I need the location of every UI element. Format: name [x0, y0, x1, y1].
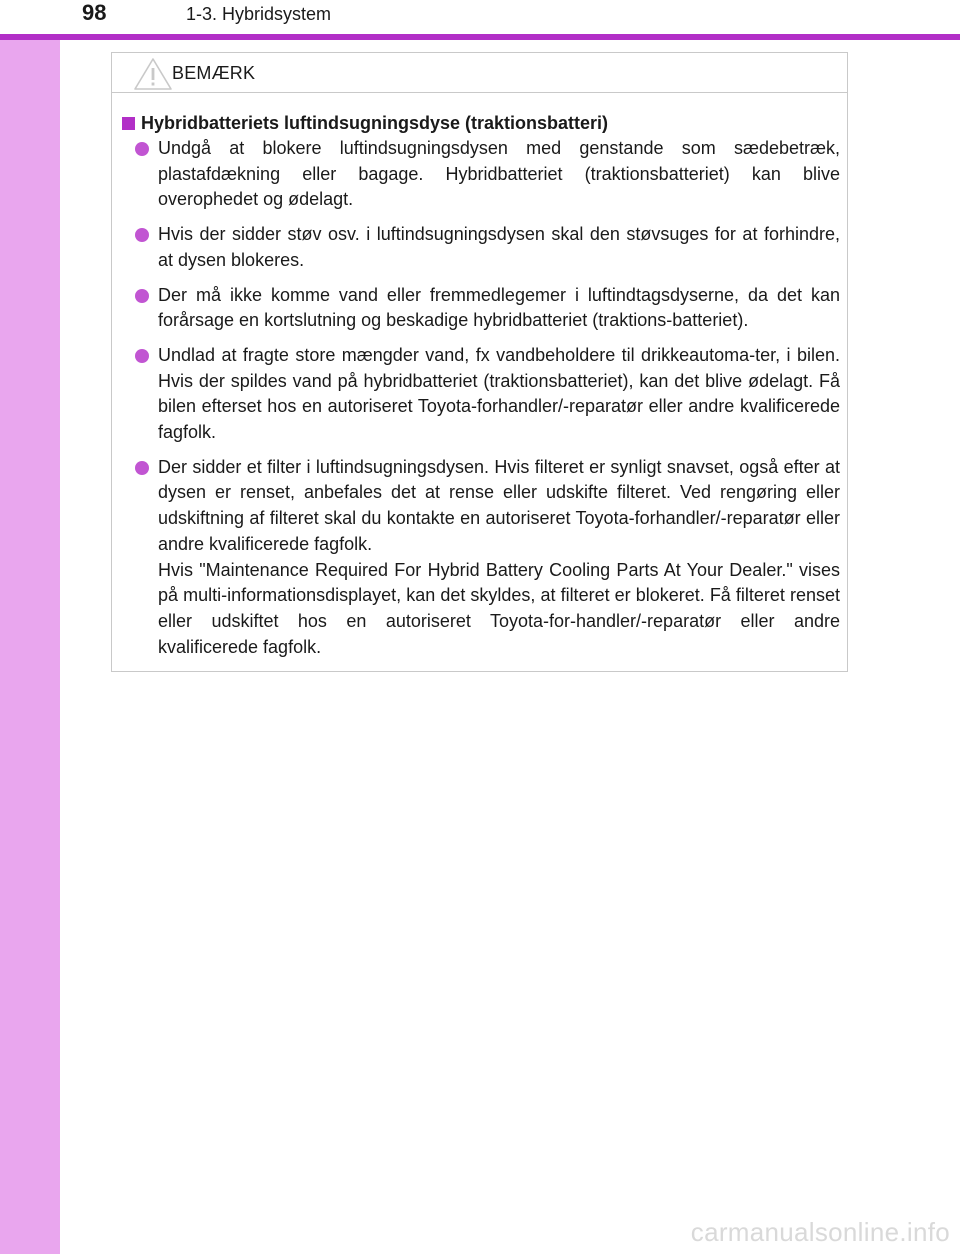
list-item	[134, 283, 840, 334]
warning-triangle-icon	[133, 57, 173, 91]
section-title: 1-3. Hybridsystem	[186, 4, 332, 24]
bullet-text: Hvis der sidder støv osv. i luftindsugningsdysen skal den støvsuges for at forhindre, at dysen blokeres.	[158, 224, 840, 270]
note-label: BEMÆRK	[172, 63, 256, 83]
side-margin-band	[0, 0, 60, 1254]
page-number: 98	[60, 0, 160, 34]
bullet-extra-text: Hvis "Maintenance Required For Hybrid Battery Cooling Parts At Your Dealer." vises på multi-informationsdisplayet, kan det skyldes, at filteret er blokeret. Få filteret renset eller udskiftet hos en autoriseret Toyota-for-handler/-reparatør eller andre kvalificerede fagfolk.	[158, 559, 840, 657]
list-item	[134, 343, 840, 446]
bullet-list	[134, 136, 840, 669]
bullet-dot-icon	[135, 289, 149, 303]
section-heading-text: Hybridbatteriets luftindsugningsdyse (traktionsbatteri)	[141, 113, 609, 133]
header-rule	[0, 34, 960, 40]
bullet-dot-icon	[135, 228, 149, 242]
bullet-text: Undgå at blokere luftindsugningsdysen med genstande som sædebetræk, plastafdækning eller bagage. Hybridbatteriet (traktionsbatteriet) kan blive overophedet og ødelagt.	[158, 138, 840, 210]
section-heading	[120, 111, 840, 135]
bullet-dot-icon	[135, 142, 149, 156]
note-header	[112, 53, 847, 93]
list-item	[134, 222, 840, 273]
bullet-text: Der må ikke komme vand eller fremmedlegemer i luftindtagsdyserne, da det kan forårsage en kortslutning og beskadige hybridbatteriet (traktions-batteriet).	[158, 284, 840, 331]
bullet-text: Der sidder et filter i luftindsugningsdysen. Hvis filteret er synligt snavset, også efter at dysen er renset, anbefales det at rense eller udskifte filteret. Ved rengøring eller udskiftning af filteret skal du kontakte en autoriseret Toyota-forhandler/-reparatør eller andre kvalificerede fagfolk.	[158, 456, 840, 554]
bullet-text: Undlad at fragte store mængder vand, fx vandbeholdere til drikkeautoma-ter, i bilen. Hvis der spildes vand på hybridbatteriet (traktionsbatteriet), kan det blive ødelagt. Få bilen efterset hos en autoriseret Toyota-forhandler/-reparatør eller andre kvalificerede fagfolk.	[158, 344, 840, 443]
square-bullet-icon	[122, 117, 135, 130]
list-item	[134, 455, 840, 661]
list-item	[134, 136, 840, 213]
watermark: carmanualsonline.info	[690, 1217, 950, 1247]
bullet-dot-icon	[135, 461, 149, 475]
note-box	[111, 52, 848, 672]
bullet-dot-icon	[135, 349, 149, 363]
